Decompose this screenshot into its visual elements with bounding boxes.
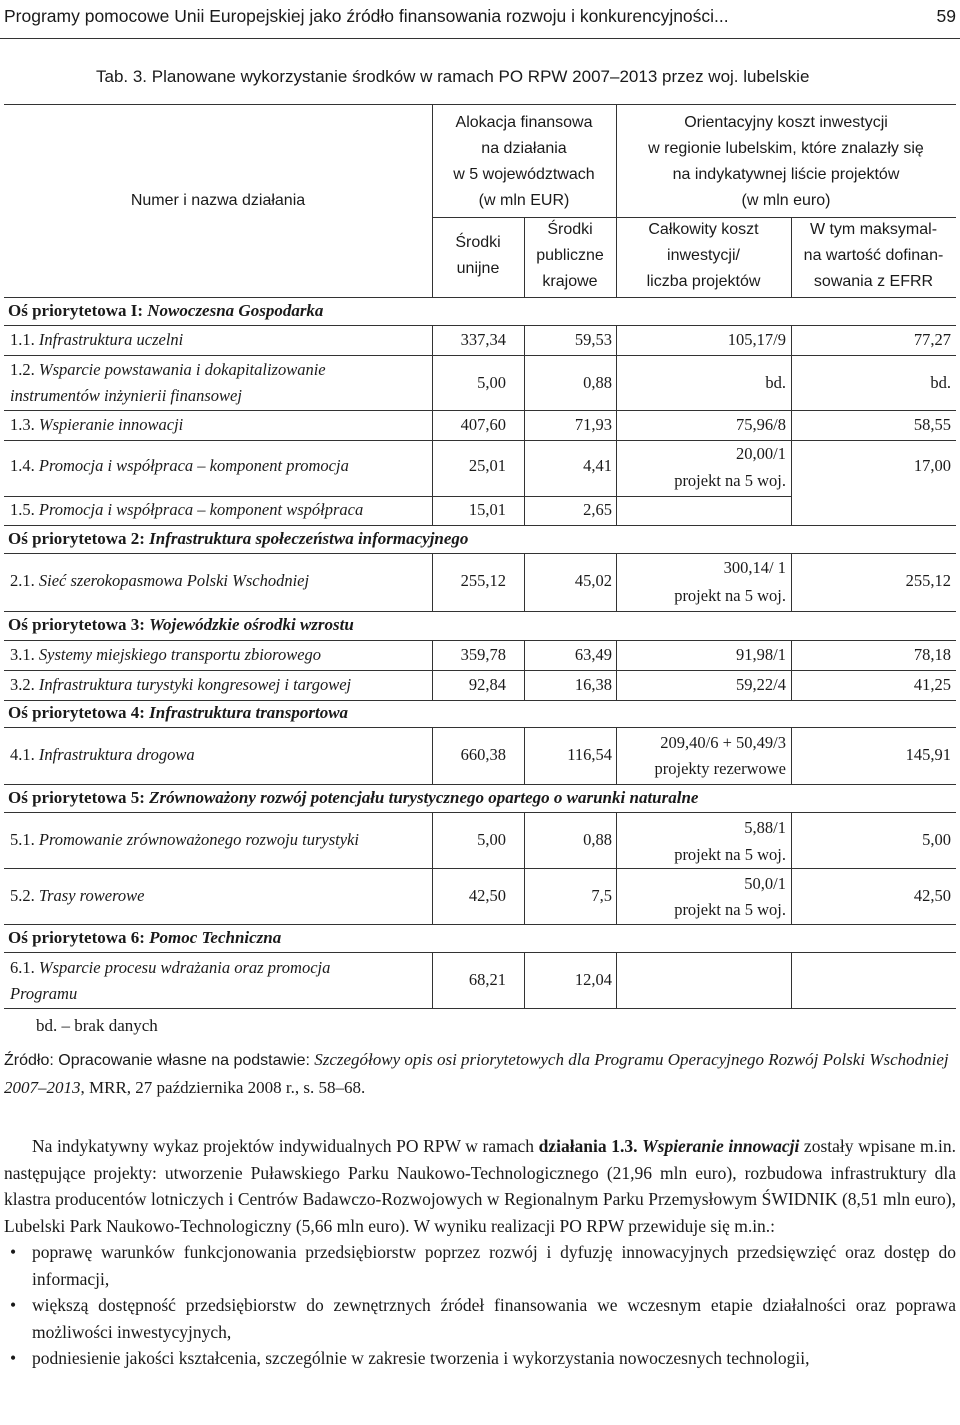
total-cost-value: 5,88/1 <box>744 818 786 837</box>
header-action-name: Numer i nazwa działania <box>130 192 306 209</box>
source-title: Szczegółowy opis osi priorytetowych dla Programu Operacyjnego Rozwój Polski Wschodniej 2007–2013 <box>4 1050 949 1097</box>
total-cost-note: projekt na 5 woj. <box>674 845 786 864</box>
table-row: 6.1. Wsparcie procesu wdrażania oraz promocja <box>10 958 331 977</box>
table-row: 5.1. Promowanie zrównoważonego rozwoju turystyki <box>10 830 359 849</box>
eu-value: 359,78 <box>460 645 506 664</box>
national-value: 7,5 <box>591 886 612 905</box>
total-cost-value: 300,14/ 1 <box>723 558 786 577</box>
eu-value: 92,84 <box>468 675 506 694</box>
col-divider <box>791 553 792 611</box>
national-value: 0,88 <box>583 373 612 392</box>
row-rule <box>4 410 956 411</box>
list-item: • poprawę warunków funkcjonowania przedsiębiorstw poprzez rozwój i dyfuzję innowacyjnych przedsięwzięć oraz dostęp do informacji, <box>4 1239 956 1292</box>
table-row: 3.2. Infrastruktura turystyki kongresowej i targowej <box>10 675 352 694</box>
national-value: 0,88 <box>583 830 612 849</box>
source-rest: , MRR, 27 października 2008 r., s. 58–68. <box>80 1078 366 1097</box>
table-top-rule <box>4 104 956 105</box>
col-divider <box>432 952 433 1008</box>
national-value: 63,49 <box>574 645 612 664</box>
col-divider <box>791 812 792 924</box>
row-rule <box>4 355 956 356</box>
table-row: 4.1. Infrastruktura drogowa <box>10 745 195 764</box>
col-divider <box>524 325 525 525</box>
table-row: 1.3. Wspieranie innowacji <box>10 415 184 434</box>
body-text <box>4 1133 956 1372</box>
source-note <box>4 1046 956 1101</box>
total-cost-value: 20,00/1 <box>736 444 786 463</box>
max-efrr-value: 145,91 <box>905 745 951 764</box>
col-divider <box>432 640 433 700</box>
axis-heading: Oś priorytetowa 2: Infrastruktura społeczeństwa informacyjnego <box>8 529 469 548</box>
header-total-cost: Całkowity koszt inwestycji/ liczba projektów <box>646 221 761 290</box>
axis-heading: Oś priorytetowa I: Nowoczesna Gospodarka <box>8 301 324 320</box>
col-divider <box>524 952 525 1008</box>
national-value: 16,38 <box>574 675 612 694</box>
table-row-continued: Programu <box>10 984 78 1003</box>
max-efrr-value: 17,00 <box>913 456 951 475</box>
list-item: • podniesienie jakości kształcenia, szczególnie w zakresie tworzenia i wykorzystania nowoczesnych technologii, <box>4 1345 956 1372</box>
total-cost-value: bd. <box>765 373 786 392</box>
total-cost-note: projekt na 5 woj. <box>674 586 786 605</box>
row-rule <box>4 727 956 728</box>
total-cost-value: 209,40/6 + 50,49/3 <box>660 733 786 752</box>
col-divider <box>432 325 433 525</box>
col-divider <box>791 325 792 525</box>
col-divider <box>432 727 433 784</box>
max-efrr-value: 42,50 <box>913 886 951 905</box>
col-divider <box>524 727 525 784</box>
col-divider <box>616 325 617 525</box>
abbreviation-note: bd. – brak danych <box>36 1016 158 1035</box>
row-rule <box>4 868 956 869</box>
max-efrr-value: 77,27 <box>913 330 951 349</box>
total-cost-value: 50,0/1 <box>744 874 786 893</box>
header-allocation: Alokacja finansowa na działania w 5 województwach (w mln EUR) <box>453 114 595 209</box>
row-rule <box>4 812 956 813</box>
table-bottom-rule <box>4 1008 956 1009</box>
row-rule <box>4 952 956 953</box>
col-divider <box>791 640 792 700</box>
list-item: • większą dostępność przedsiębiorstw do zewnętrznych źródeł finansowania we wczesnym etapie działalności oraz poprawa możliwości inwestycyjnych, <box>4 1292 956 1345</box>
col-divider <box>524 812 525 924</box>
max-efrr-value: 58,55 <box>913 415 951 434</box>
eu-value: 68,21 <box>468 970 506 989</box>
table-row: 5.2. Trasy rowerowe <box>10 886 145 905</box>
table-row: 1.2. Wsparcie powstawania i dokapitalizowanie <box>10 360 326 379</box>
axis-heading: Oś priorytetowa 5: Zrównoważony rozwój potencjału turystycznego opartego o warunki naturalne <box>8 788 699 807</box>
header-max-efrr: W tym maksymal- na wartość dofinan- sowania z EFRR <box>803 221 944 290</box>
col-divider <box>524 553 525 611</box>
eu-value: 407,60 <box>460 415 506 434</box>
national-value: 12,04 <box>574 970 612 989</box>
row-rule <box>4 553 956 554</box>
col-divider <box>616 952 617 1008</box>
eu-value: 15,01 <box>468 500 506 519</box>
national-value: 2,65 <box>583 500 612 519</box>
eu-value: 660,38 <box>460 745 506 764</box>
col-divider <box>524 640 525 700</box>
col-divider <box>616 727 617 784</box>
table-row: 1.4. Promocja i współpraca – komponent promocja <box>10 456 349 475</box>
total-cost-note: projekty rezerwowe <box>654 759 786 778</box>
total-cost-value: 75,96/8 <box>736 415 786 434</box>
eu-value: 25,01 <box>468 456 506 475</box>
total-cost-value: 105,17/9 <box>727 330 786 349</box>
eu-value: 337,34 <box>460 330 506 349</box>
col-divider <box>616 812 617 924</box>
max-efrr-value: 41,25 <box>913 675 951 694</box>
axis-heading: Oś priorytetowa 4: Infrastruktura transportowa <box>8 703 349 722</box>
table-row: 1.5. Promocja i współpraca – komponent współpraca <box>10 500 364 519</box>
header-eu-funds: Środki unijne <box>455 234 501 277</box>
row-rule <box>4 670 956 671</box>
national-value: 45,02 <box>574 571 612 590</box>
col-divider <box>791 952 792 1008</box>
max-efrr-value: 255,12 <box>905 571 951 590</box>
total-cost-value: 91,98/1 <box>736 645 786 664</box>
running-header-title: Programy pomocowe Unii Europejskiej jako źródło finansowania rozwoju i konkurencyjności... <box>4 6 729 26</box>
bullet-list <box>4 1239 956 1372</box>
col-divider <box>616 553 617 611</box>
paragraph: Na indykatywny wykaz projektów indywidualnych PO RPW w ramach działania 1.3. Wspieranie innowacji zostały wpisane m.in. następujące projekty: utworzenie Puławskiego Parku Naukowo-Technologicznego (21,96 mln euro), rozbudowa infrastruktury dla klastra producentów lotniczych i Centrów Badawczo-Rozwojowych w Regionalnym Parku Przemysłowym ŚWIDNIK (8,51 mln euro), Lubelski Park Naukowo-Technologiczny (5,66 mln euro). W wyniku realizacji PO RPW przewiduje się m.in.: <box>4 1136 956 1236</box>
col-divider <box>791 727 792 784</box>
header-investment-cost: Orientacyjny koszt inwestycji w regionie lubelskim, które znalazły się na indykatywnej liście projektów (w mln euro) <box>648 114 924 209</box>
total-cost-note: projekt na 5 woj. <box>674 900 786 919</box>
row-rule <box>4 440 956 441</box>
eu-value: 42,50 <box>468 886 506 905</box>
table-row: 1.1. Infrastruktura uczelni <box>10 330 184 349</box>
col-divider <box>432 812 433 924</box>
total-cost-note: projekt na 5 woj. <box>674 471 786 490</box>
total-cost-value: 59,22/4 <box>736 675 786 694</box>
axis-heading: Oś priorytetowa 3: Wojewódzkie ośrodki wzrostu <box>8 615 354 634</box>
national-value: 116,54 <box>567 745 612 764</box>
max-efrr-value: 5,00 <box>922 830 951 849</box>
national-value: 59,53 <box>574 330 612 349</box>
table-row-continued: instrumentów inżynierii finansowej <box>10 386 242 405</box>
col-divider <box>432 553 433 611</box>
table-caption: Tab. 3. Planowane wykorzystanie środków w ramach PO RPW 2007–2013 przez woj. lubelskie <box>96 67 810 86</box>
axis-heading: Oś priorytetowa 6: Pomoc Techniczna <box>8 928 282 947</box>
col-divider <box>616 640 617 700</box>
row-rule <box>4 325 956 326</box>
table-row: 2.1. Sieć szerokopasmowa Polski Wschodniej <box>10 571 310 590</box>
row-rule <box>4 640 956 641</box>
eu-value: 5,00 <box>477 373 506 392</box>
table-row: 3.1. Systemy miejskiego transportu zbiorowego <box>10 645 322 664</box>
header-national-funds: Środki publiczne krajowe <box>536 221 604 290</box>
max-efrr-value: 78,18 <box>913 645 951 664</box>
page-number: 59 <box>936 6 956 26</box>
max-efrr-value: bd. <box>930 373 951 392</box>
national-value: 71,93 <box>574 415 612 434</box>
national-value: 4,41 <box>583 456 612 475</box>
source-label: Źródło: Opracowanie własne na podstawie: <box>4 1052 310 1069</box>
eu-value: 5,00 <box>477 830 506 849</box>
eu-value: 255,12 <box>460 571 506 590</box>
